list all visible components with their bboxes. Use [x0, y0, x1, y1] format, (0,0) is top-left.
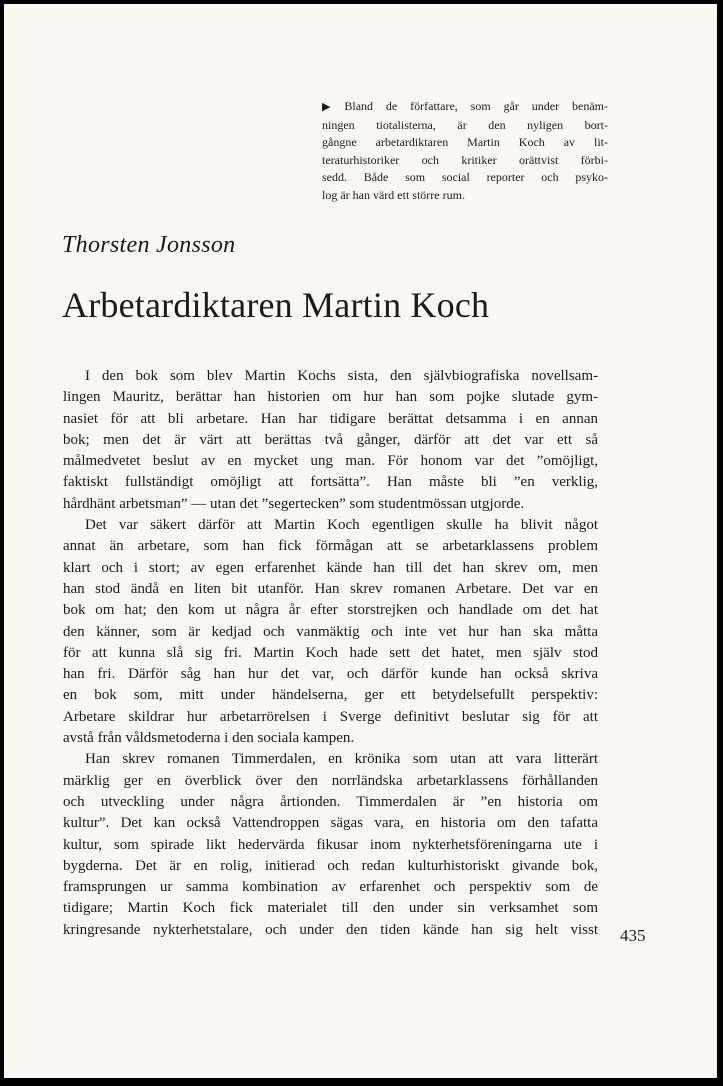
body-line: han stod ändå en liten bit utanför. Han skrev romanen Arbetare. Det var en — [63, 580, 598, 597]
page-number: 435 — [620, 926, 646, 945]
document-page — [4, 4, 717, 1078]
paragraph-3 — [63, 749, 598, 941]
article-body — [63, 366, 598, 941]
body-line: bygderna. Det är en rolig, initierad och redan kulturhistoriskt givande bok, — [63, 857, 598, 874]
body-line: Han skrev romanen Timmerdalen, en krönika som utan att vara litterärt — [85, 751, 598, 768]
body-line: bok om hat; den kom ut några år efter storstrejken och handlade om det hat — [63, 602, 598, 619]
body-line: klart och i stort; av egen erfarenhet kände han till det han skrev om, men — [63, 559, 598, 576]
body-line: lingen Mauritz, berättar han historien om hur han som pojke slutade gym- — [63, 389, 598, 406]
body-line: faktiskt fullständigt omöjligt att fortsätta”. Han måste bli ”en verklig, — [63, 474, 598, 491]
intro-line-4: teraturhistoriker och kritiker orättvist förbi- — [322, 152, 608, 167]
body-line: för att kunna slå sig fri. Martin Koch hade sett det hatet, men själv stod — [63, 644, 598, 661]
body-line: Det var säkert därför att Martin Koch egentligen skulle ha blivit något — [85, 517, 598, 534]
article-title: Arbetardiktaren Martin Koch — [62, 285, 490, 325]
body-line: nasiet för att bli arbetare. Han har tidigare berättat detsamma i en annan — [63, 410, 598, 427]
body-line: målmedvetet beslut av en mycket ung man. För honom var det ”omöjligt, — [63, 453, 598, 470]
intro-line-5: sedd. Både som social reporter och psyko- — [322, 170, 608, 185]
intro-line-2: ningen tiotalisterna, är den nyligen bort- — [322, 117, 608, 132]
paragraph-1 — [63, 366, 598, 515]
body-line: märklig ger en överblick över den norrländska arbetarklassens förhållanden — [63, 772, 598, 789]
intro-blurb — [322, 98, 608, 205]
body-line: hårdhänt arbetsman” — utan det ”segertecken” som studentmössan utgjorde. — [63, 495, 525, 512]
body-line: kultur”. Det kan också Vattendroppen sägas vara, en historia om den tafatta — [63, 815, 598, 832]
body-line: annat än arbetare, som han fick förmågan att se arbetarklassens problem — [63, 538, 598, 555]
body-line: tidigare; Martin Koch fick materialet till den under sin verksamhet som — [63, 900, 598, 917]
body-line: Arbetare skildrar hur arbetarrörelsen i Sverge definitivt beslutar sig för att — [63, 708, 598, 725]
body-line: och utveckling under några årtionden. Timmerdalen är ”en historia om — [63, 793, 598, 810]
body-line: kultur, som spirade likt hedervärda fikusar inom nykterhetsföreningarna ute i — [63, 836, 598, 853]
body-line: bok; men det är värt att berättas två gånger, därför att det var ett så — [63, 431, 598, 448]
body-line: en bok som, mitt under händelserna, ger ett betydelsefullt perspektiv: — [63, 687, 598, 704]
intro-line-6: log är han värd ett större rum. — [322, 187, 465, 202]
paragraph-2 — [63, 515, 598, 749]
body-line: den känner, som är kedjad och vanmäktig och inte vet hur han ska måtta — [63, 623, 598, 640]
triangle-arrow-icon: ▶ — [322, 101, 341, 113]
author-name: Thorsten Jonsson — [62, 232, 236, 258]
body-line: han fri. Därför såg han hur det var, och därför kunde han också skriva — [63, 666, 598, 683]
intro-line-3: gångne arbetardiktaren Martin Koch av lit- — [322, 135, 608, 150]
intro-line-1: ▶ Bland de författare, som går under benäm- — [322, 99, 608, 113]
body-line: kringresande nykterhetstalare, och under den tiden kände han sig helt visst — [63, 921, 598, 938]
body-line: I den bok som blev Martin Kochs sista, den självbiografiska novellsam- — [85, 368, 598, 384]
body-line: avstå från våldsmetoderna i den sociala kampen. — [63, 730, 355, 747]
body-line: framsprungen ur samma kombination av erfarenhet och perspektiv som de — [63, 879, 598, 896]
